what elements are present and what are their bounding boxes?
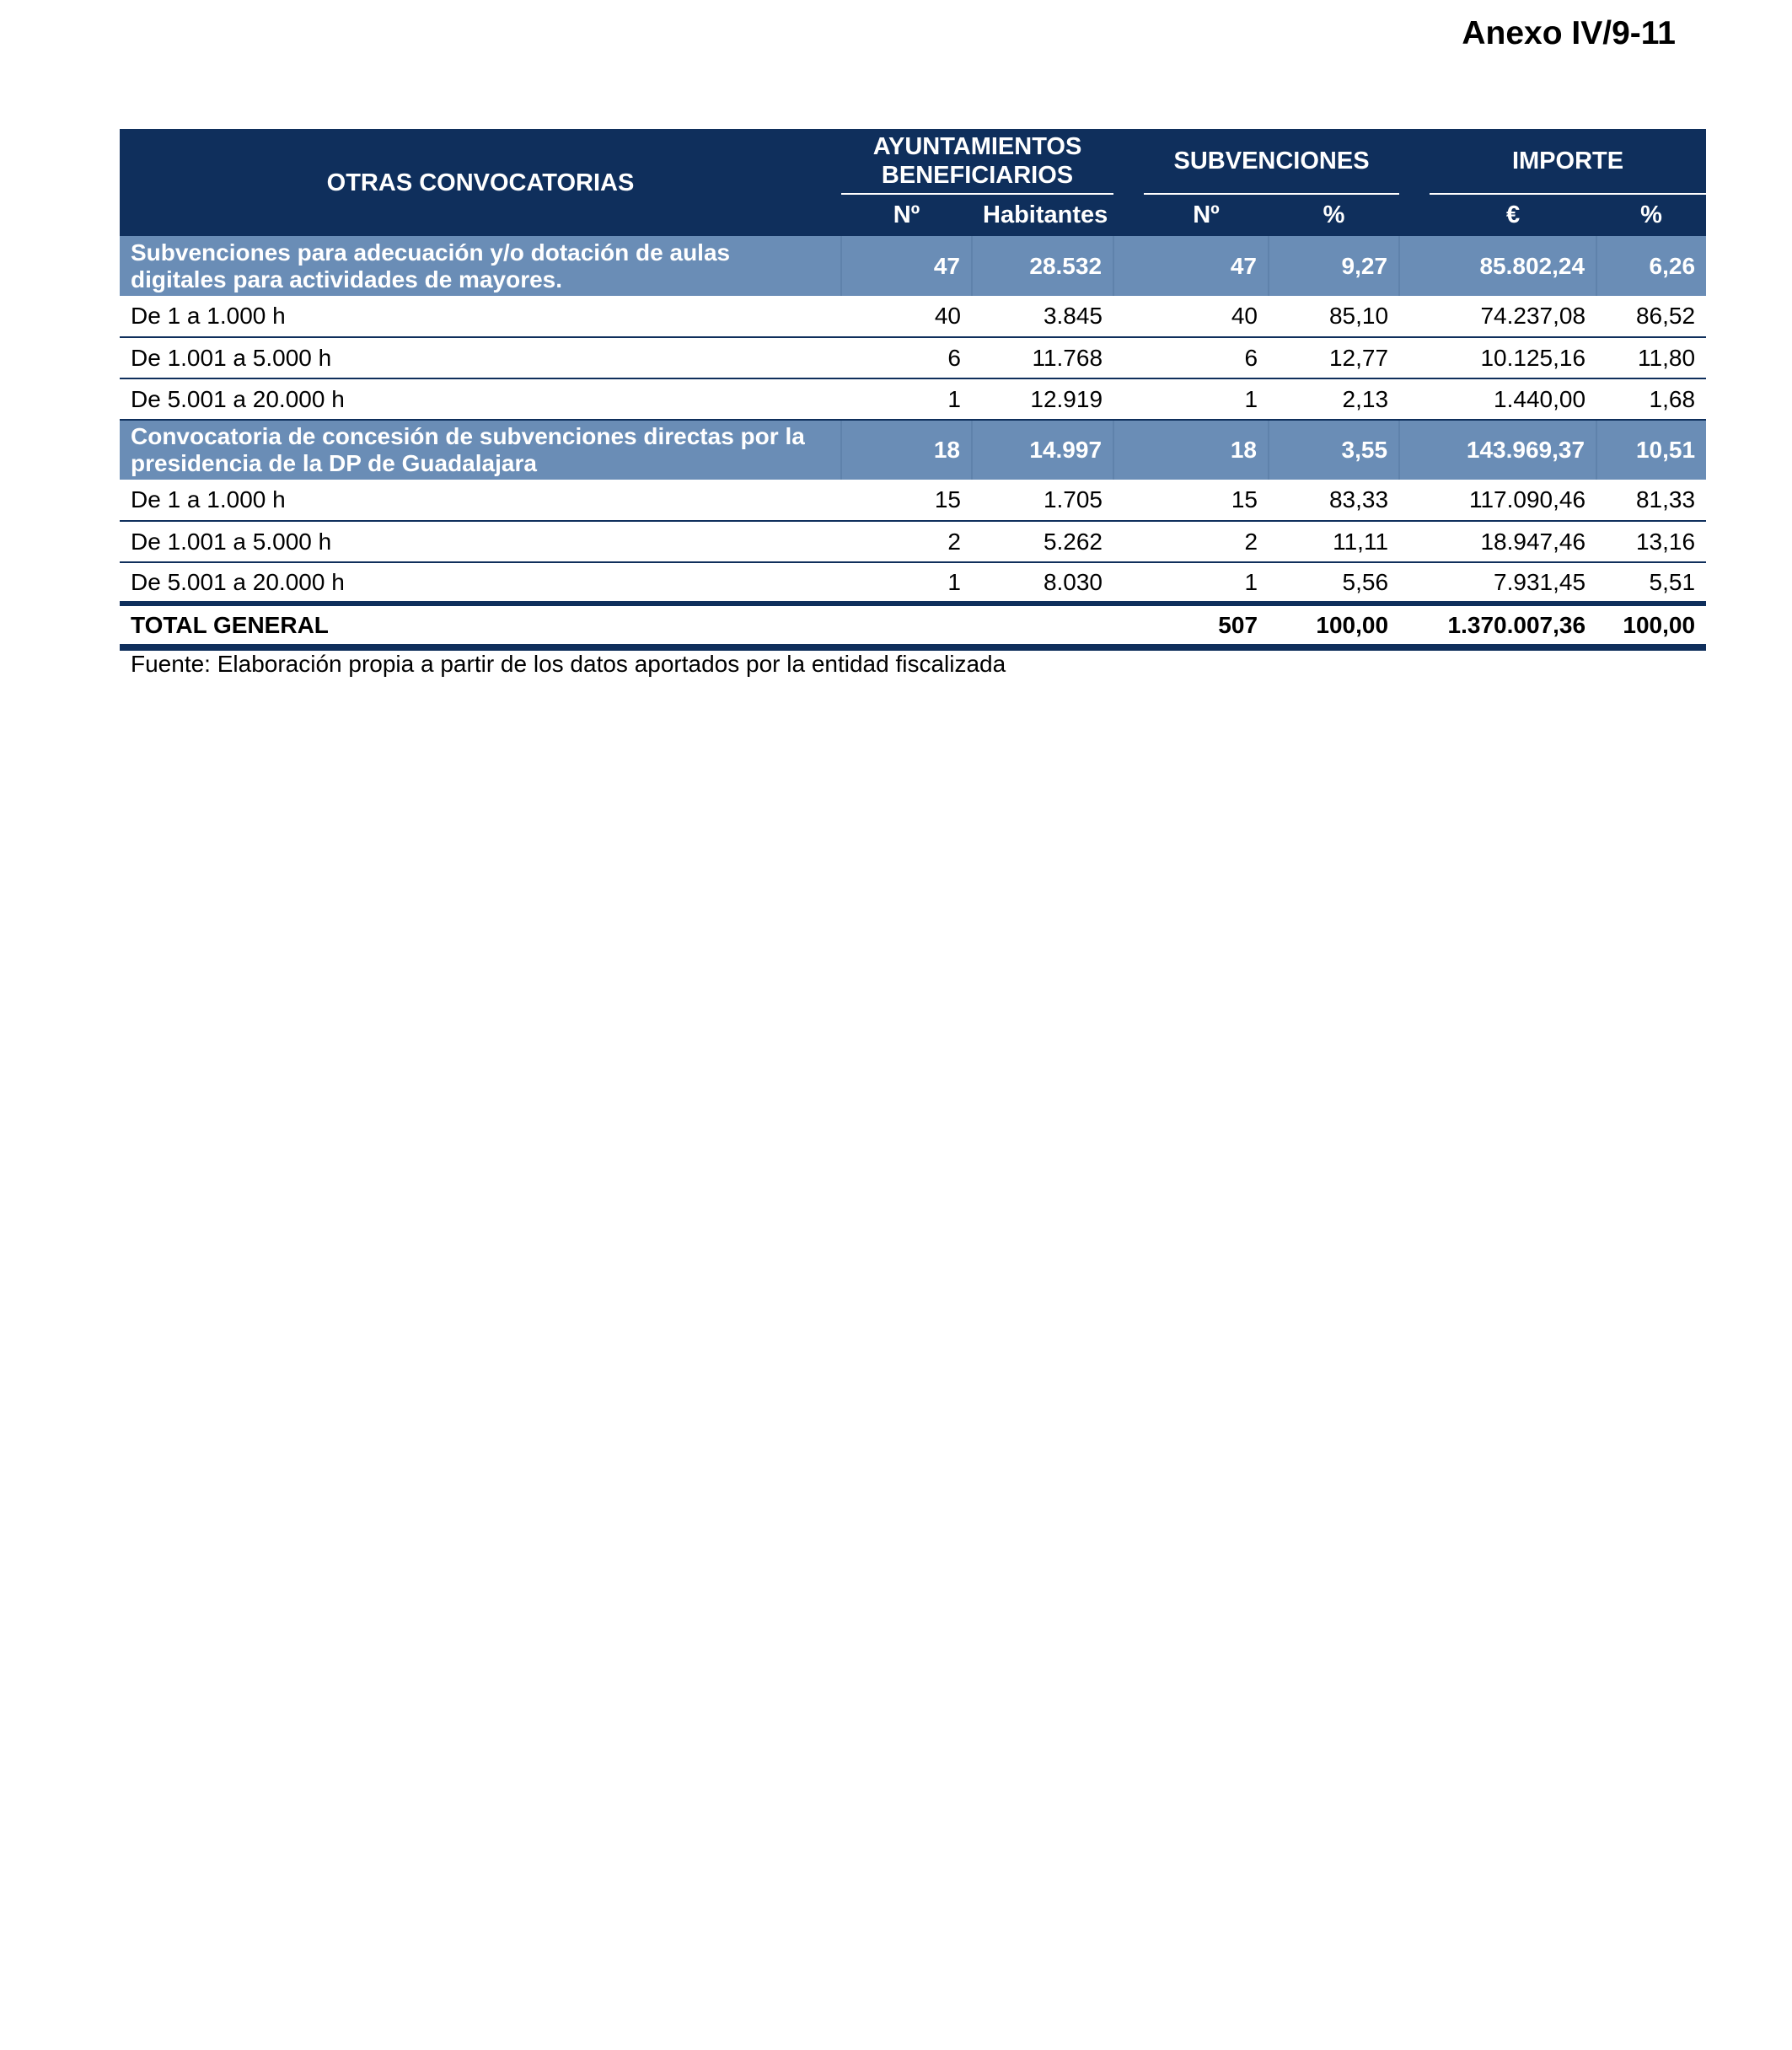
table-row bbox=[120, 521, 1706, 562]
section-row bbox=[120, 236, 1706, 296]
table-row bbox=[120, 480, 1706, 521]
row-sub-n: 1 bbox=[1113, 378, 1269, 420]
header-subvenciones: SUBVENCIONES bbox=[1144, 129, 1399, 194]
row-label: De 1 a 1.000 h bbox=[120, 296, 841, 337]
section-sub-n: 47 bbox=[1113, 236, 1269, 296]
row-sub-pct: 83,33 bbox=[1269, 480, 1399, 521]
total-importe-pct: 100,00 bbox=[1596, 604, 1706, 647]
row-n: 1 bbox=[841, 378, 972, 420]
row-sub-n: 40 bbox=[1113, 296, 1269, 337]
row-n: 1 bbox=[841, 562, 972, 604]
row-n: 6 bbox=[841, 337, 972, 378]
header-gap bbox=[1113, 129, 1144, 194]
header-ayuntamientos: AYUNTAMIENTOS BENEFICIARIOS bbox=[841, 129, 1113, 194]
total-importe: 1.370.007,36 bbox=[1399, 604, 1596, 647]
header-importe: IMPORTE bbox=[1430, 129, 1706, 194]
header-euro: € bbox=[1430, 194, 1596, 236]
row-sub-pct: 11,11 bbox=[1269, 521, 1399, 562]
row-sub-n: 15 bbox=[1113, 480, 1269, 521]
row-importe-pct: 5,51 bbox=[1596, 562, 1706, 604]
total-sub-n: 507 bbox=[1113, 604, 1269, 647]
row-n: 15 bbox=[841, 480, 972, 521]
section-n: 18 bbox=[841, 420, 972, 480]
header-habitantes: Habitantes bbox=[972, 194, 1113, 236]
row-importe-pct: 81,33 bbox=[1596, 480, 1706, 521]
total-sub-pct: 100,00 bbox=[1269, 604, 1399, 647]
row-label: De 5.001 a 20.000 h bbox=[120, 562, 841, 604]
header-pct-subvenciones: % bbox=[1269, 194, 1399, 236]
total-empty bbox=[972, 604, 1113, 647]
section-importe-pct: 10,51 bbox=[1596, 420, 1706, 480]
source-note: Fuente: Elaboración propia a partir de los datos aportados por la entidad fiscalizada bbox=[131, 651, 1006, 677]
row-sub-pct: 85,10 bbox=[1269, 296, 1399, 337]
row-importe: 1.440,00 bbox=[1399, 378, 1596, 420]
section-habitantes: 28.532 bbox=[972, 236, 1113, 296]
convocatorias-table bbox=[120, 129, 1706, 651]
row-habitantes: 3.845 bbox=[972, 296, 1113, 337]
row-habitantes: 1.705 bbox=[972, 480, 1113, 521]
row-habitantes: 12.919 bbox=[972, 378, 1113, 420]
section-habitantes: 14.997 bbox=[972, 420, 1113, 480]
header-pct-importe: % bbox=[1596, 194, 1706, 236]
row-sub-pct: 12,77 bbox=[1269, 337, 1399, 378]
row-importe: 10.125,16 bbox=[1399, 337, 1596, 378]
annex-title: Anexo IV/9-11 bbox=[1462, 15, 1676, 51]
section-row bbox=[120, 420, 1706, 480]
total-row bbox=[120, 604, 1706, 647]
total-empty bbox=[841, 604, 972, 647]
section-importe: 85.802,24 bbox=[1399, 236, 1596, 296]
section-sub-pct: 3,55 bbox=[1269, 420, 1399, 480]
row-habitantes: 8.030 bbox=[972, 562, 1113, 604]
total-label: TOTAL GENERAL bbox=[120, 604, 841, 647]
row-n: 40 bbox=[841, 296, 972, 337]
section-n: 47 bbox=[841, 236, 972, 296]
row-label: De 1.001 a 5.000 h bbox=[120, 521, 841, 562]
row-sub-n: 1 bbox=[1113, 562, 1269, 604]
section-sub-n: 18 bbox=[1113, 420, 1269, 480]
section-sub-pct: 9,27 bbox=[1269, 236, 1399, 296]
row-importe-pct: 13,16 bbox=[1596, 521, 1706, 562]
row-importe: 74.237,08 bbox=[1399, 296, 1596, 337]
row-sub-pct: 2,13 bbox=[1269, 378, 1399, 420]
header-gap bbox=[1399, 129, 1430, 194]
table-row bbox=[120, 337, 1706, 378]
header-convocatorias: OTRAS CONVOCATORIAS bbox=[120, 129, 841, 236]
row-label: De 5.001 a 20.000 h bbox=[120, 378, 841, 420]
header-n-subvenciones: Nº bbox=[1144, 194, 1269, 236]
section-title: Convocatoria de concesión de subvenciones directas por la presidencia de la DP de Guadalajara bbox=[120, 420, 841, 480]
section-importe: 143.969,37 bbox=[1399, 420, 1596, 480]
row-sub-n: 2 bbox=[1113, 521, 1269, 562]
row-n: 2 bbox=[841, 521, 972, 562]
table-row bbox=[120, 296, 1706, 337]
header-gap bbox=[1399, 194, 1430, 236]
header-gap bbox=[1113, 194, 1144, 236]
header-n-ayuntamientos: Nº bbox=[841, 194, 972, 236]
row-importe-pct: 11,80 bbox=[1596, 337, 1706, 378]
section-title: Subvenciones para adecuación y/o dotación de aulas digitales para actividades de mayores. bbox=[120, 236, 841, 296]
table-row bbox=[120, 562, 1706, 604]
row-habitantes: 11.768 bbox=[972, 337, 1113, 378]
row-importe-pct: 1,68 bbox=[1596, 378, 1706, 420]
row-sub-n: 6 bbox=[1113, 337, 1269, 378]
row-habitantes: 5.262 bbox=[972, 521, 1113, 562]
row-label: De 1.001 a 5.000 h bbox=[120, 337, 841, 378]
row-importe-pct: 86,52 bbox=[1596, 296, 1706, 337]
row-sub-pct: 5,56 bbox=[1269, 562, 1399, 604]
row-label: De 1 a 1.000 h bbox=[120, 480, 841, 521]
section-importe-pct: 6,26 bbox=[1596, 236, 1706, 296]
table-row bbox=[120, 378, 1706, 420]
row-importe: 7.931,45 bbox=[1399, 562, 1596, 604]
row-importe: 18.947,46 bbox=[1399, 521, 1596, 562]
row-importe: 117.090,46 bbox=[1399, 480, 1596, 521]
